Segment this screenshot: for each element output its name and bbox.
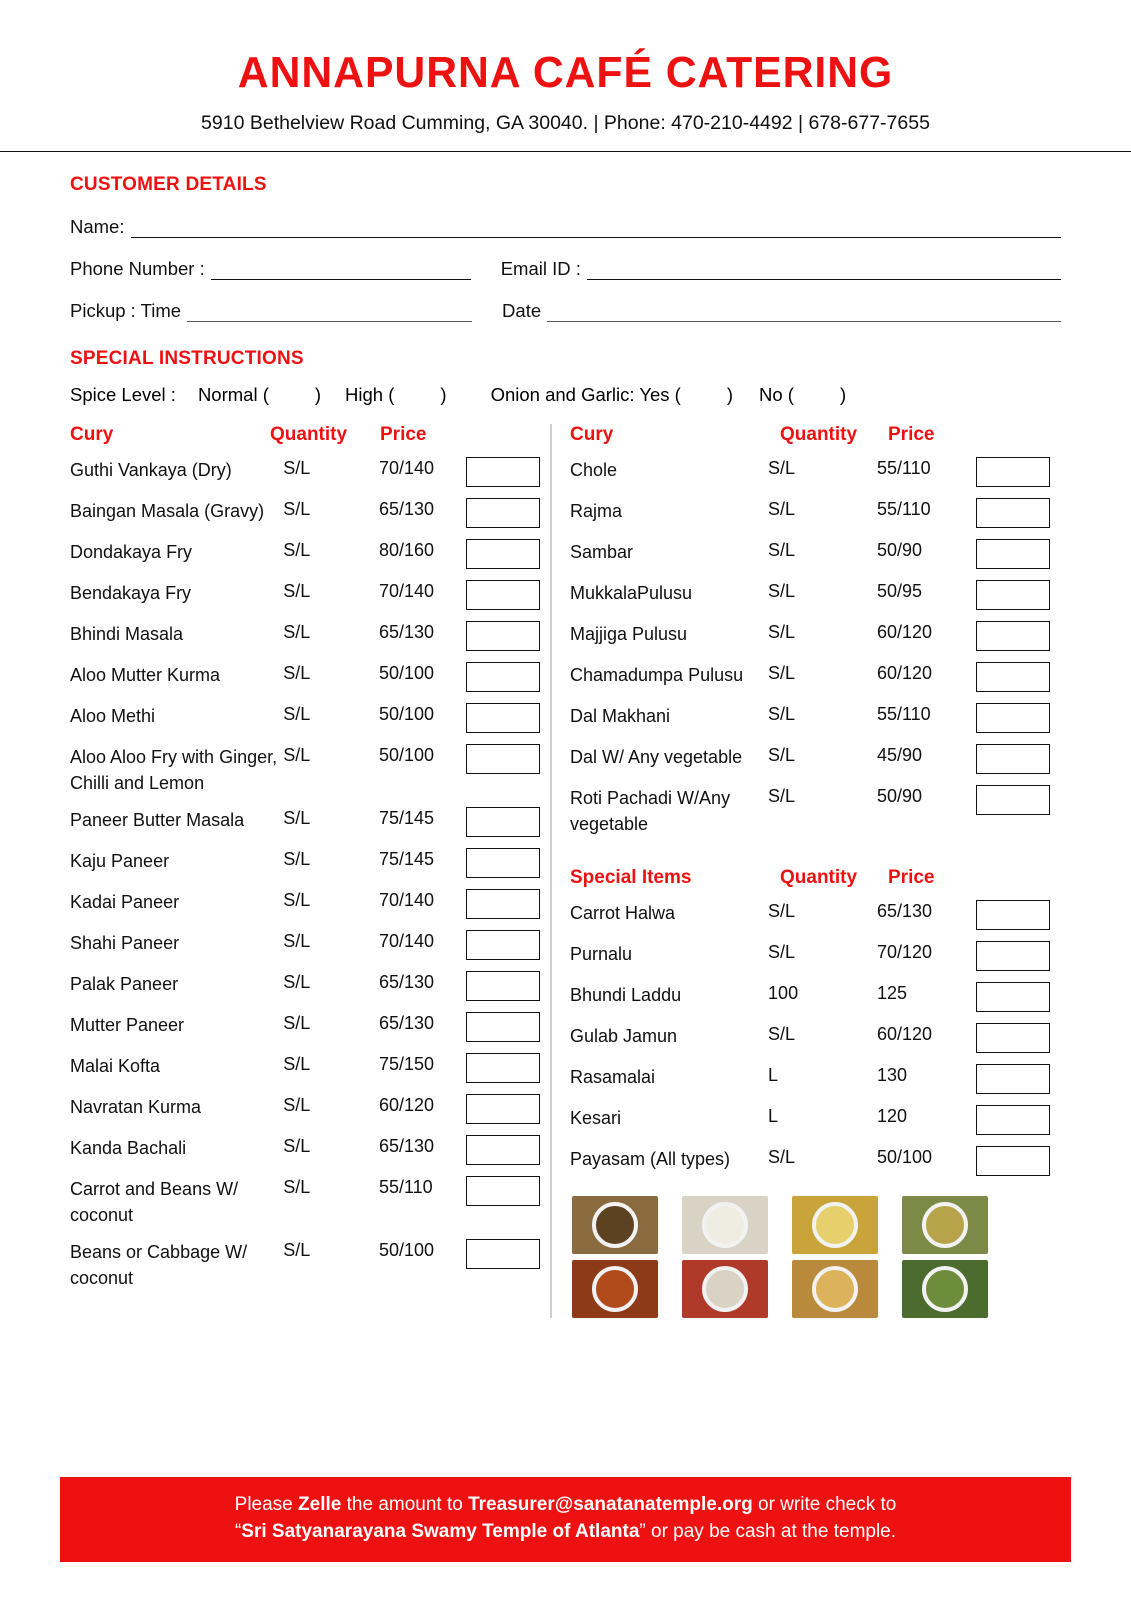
- menu-item-order-box[interactable]: [976, 457, 1050, 487]
- menu-item-quantity: S/L: [283, 849, 311, 870]
- menu-item-name: Dal W/ Any vegetable: [570, 747, 743, 767]
- menu-item-quantity: S/L: [283, 1240, 311, 1261]
- spice-level-row: [70, 384, 1061, 406]
- menu-item-name: Guthi Vankaya (Dry): [70, 460, 232, 480]
- dish-bowl-shape: [592, 1266, 638, 1312]
- menu-item-name: Roti Pachadi W/Any vegetable: [570, 788, 731, 835]
- menu-item-quantity: S/L: [283, 663, 311, 683]
- menu-item-order-box[interactable]: [466, 930, 540, 960]
- zelle-keyword: Zelle: [298, 1493, 342, 1515]
- menu-item-row: [570, 1023, 1050, 1053]
- menu-item-row: [70, 1135, 540, 1165]
- dish-bowl-shape: [812, 1202, 858, 1248]
- page-title: ANNAPURNA CAFÉ CATERING: [237, 48, 894, 97]
- menu-item-price: 55/110: [876, 458, 931, 478]
- quote-open: “: [234, 1521, 242, 1543]
- menu-item-order-box[interactable]: [976, 744, 1050, 774]
- menu-item-quantity: S/L: [283, 1054, 311, 1075]
- special-items-list: [570, 900, 1050, 1176]
- email-input[interactable]: [587, 264, 1061, 280]
- menu-item-name: Palak Paneer: [70, 974, 179, 995]
- dish-bowl-shape: [922, 1266, 968, 1312]
- dish-photo-strip: [572, 1196, 1050, 1318]
- menu-item-row: [570, 703, 1050, 733]
- menu-item-quantity: S/L: [768, 663, 796, 683]
- menu-item-quantity: S/L: [768, 499, 796, 519]
- special-header-quantity: Quantity: [780, 867, 858, 889]
- menu-item-row: [570, 580, 1050, 610]
- menu-item-name: MukkalaPulusu: [570, 583, 693, 603]
- menu-item-row: [570, 1105, 1050, 1135]
- menu-item-order-box[interactable]: [976, 621, 1050, 651]
- menu-item-order-box[interactable]: [466, 889, 540, 919]
- menu-item-name: Aloo Mutter Kurma: [70, 665, 221, 685]
- menu-item-price: 50/90: [876, 786, 923, 806]
- menu-item-quantity: S/L: [768, 540, 796, 560]
- menu-item-price: 130: [876, 1065, 908, 1086]
- email-label: Email ID :: [500, 258, 581, 279]
- menu-item-order-box[interactable]: [466, 457, 540, 487]
- menu-item-name: Chole: [570, 460, 618, 480]
- menu-item-row: [570, 1064, 1050, 1094]
- menu-item-price: 50/100: [378, 745, 435, 765]
- menu-item-order-box[interactable]: [976, 580, 1050, 610]
- menu-column-left: [70, 424, 540, 1318]
- payment-line-2: [70, 1518, 1061, 1546]
- menu-item-quantity: S/L: [768, 901, 796, 922]
- menu-item-quantity: S/L: [283, 622, 311, 642]
- menu-item-order-box[interactable]: [466, 848, 540, 878]
- menu-item-quantity: S/L: [283, 458, 311, 478]
- left-items-list: [70, 457, 540, 1292]
- menu-item-row: [70, 1239, 540, 1291]
- menu-item-name: Baingan Masala (Gravy): [70, 501, 265, 521]
- menu-item-price: 70/140: [378, 890, 435, 911]
- menu-item-name: Bhindi Masala: [70, 624, 184, 644]
- menu-item-row: [70, 889, 540, 919]
- customer-details-title: CUSTOMER DETAILS: [70, 174, 267, 195]
- menu-item-name: Beans or Cabbage W/ coconut: [70, 1242, 248, 1289]
- name-field-row: [70, 216, 1061, 238]
- menu-item-order-box[interactable]: [976, 539, 1050, 569]
- menu-item-row: [570, 621, 1050, 651]
- menu-item-name: Shahi Paneer: [70, 933, 180, 954]
- menu-item-name: Kaju Paneer: [70, 851, 170, 872]
- menu-item-row: [70, 807, 540, 837]
- menu-item-order-box[interactable]: [466, 744, 540, 774]
- menu-item-price: 65/130: [378, 1136, 435, 1157]
- right-header-cury: Cury: [570, 424, 614, 445]
- menu-item-price: 60/120: [876, 1024, 933, 1045]
- menu-item-order-box[interactable]: [466, 1135, 540, 1165]
- menu-item-price: 75/145: [378, 808, 435, 829]
- menu-item-quantity: S/L: [283, 1136, 311, 1157]
- menu-item-name: Paneer Butter Masala: [70, 810, 245, 831]
- payment-mid: the amount to: [341, 1493, 469, 1515]
- menu-item-name: Bendakaya Fry: [70, 583, 192, 603]
- menu-item-row: [570, 941, 1050, 971]
- menu-item-order-box[interactable]: [976, 785, 1050, 815]
- name-label: Name:: [70, 216, 125, 237]
- menu-item-price: 75/150: [378, 1054, 435, 1075]
- menu-item-price: 50/100: [378, 704, 435, 724]
- spice-normal-close: ): [314, 384, 322, 405]
- menu-item-quantity: S/L: [283, 540, 311, 560]
- menu-item-name: Rasamalai: [570, 1067, 656, 1088]
- menu-item-quantity: S/L: [768, 1024, 796, 1045]
- menu-item-row: [570, 539, 1050, 569]
- dish-photo-chole: [572, 1260, 658, 1318]
- menu-item-quantity: 100: [768, 983, 799, 1004]
- menu-item-row: [70, 498, 540, 528]
- menu-item-price: 70/140: [378, 458, 435, 478]
- dish-photo-malai-kofta: [682, 1196, 768, 1254]
- dish-photo-beans-coconut: [902, 1260, 988, 1318]
- special-header-name: Special Items: [570, 867, 692, 889]
- onion-garlic-yes-label: Onion and Garlic: Yes (: [490, 384, 681, 405]
- menu-item-quantity: S/L: [283, 890, 311, 911]
- menu-item-name: Payasam (All types): [570, 1149, 731, 1170]
- onion-garlic-no-label: No (: [758, 384, 794, 405]
- menu-item-name: Carrot Halwa: [570, 903, 676, 924]
- menu-item-order-box[interactable]: [466, 621, 540, 651]
- menu-item-quantity: S/L: [283, 931, 311, 952]
- menu-item-quantity: S/L: [768, 622, 796, 642]
- onion-garlic-no-close: ): [839, 384, 847, 405]
- menu-item-row: [70, 1094, 540, 1124]
- menu-item-row: [570, 744, 1050, 774]
- menu-item-price: 80/160: [378, 540, 435, 560]
- menu-item-name: Mutter Paneer: [70, 1015, 185, 1036]
- dish-photo-majjiga-pulusu: [792, 1196, 878, 1254]
- onion-garlic-yes-close: ): [726, 384, 733, 405]
- spice-high-label: High (: [345, 384, 395, 405]
- menu-item-row: [70, 621, 540, 651]
- menu-item-quantity: S/L: [768, 458, 796, 478]
- phone-email-field-row: [70, 258, 1061, 280]
- menu-item-name: Aloo Methi: [70, 706, 156, 726]
- menu-column-right: [570, 424, 1050, 1318]
- menu-item-order-box[interactable]: [976, 662, 1050, 692]
- menu-item-order-box[interactable]: [466, 703, 540, 733]
- pickup-date-field-row: [70, 300, 1061, 322]
- menu-item-order-box[interactable]: [466, 539, 540, 569]
- header-divider: [0, 151, 1131, 152]
- menu-item-name: Gulab Jamun: [570, 1026, 678, 1047]
- menu-item-price: 50/90: [876, 540, 923, 560]
- menu-item-price: 55/110: [876, 704, 931, 724]
- menu-item-quantity: S/L: [768, 1147, 796, 1168]
- menu-item-row: [70, 848, 540, 878]
- menu-item-order-box[interactable]: [466, 1012, 540, 1042]
- dish-bowl-shape: [702, 1266, 748, 1312]
- dish-bowl-shape: [922, 1202, 968, 1248]
- menu-item-name: Dal Makhani: [570, 706, 671, 726]
- menu-item-order-box[interactable]: [466, 1176, 540, 1206]
- menu-item-row: [70, 703, 540, 733]
- menu-item-quantity: S/L: [283, 1095, 311, 1116]
- menu-item-price: 55/110: [876, 499, 931, 519]
- left-column-headers: [70, 424, 540, 446]
- menu-item-row: [570, 457, 1050, 487]
- menu-item-name: Malai Kofta: [70, 1056, 161, 1077]
- date-label: Date: [502, 300, 542, 321]
- page-header: [0, 0, 1131, 152]
- menu-item-order-box[interactable]: [466, 1094, 540, 1124]
- menu-item-order-box[interactable]: [466, 807, 540, 837]
- menu-item-name: Navratan Kurma: [70, 1097, 202, 1118]
- menu-item-row: [570, 785, 1050, 837]
- left-header-price: Price: [380, 424, 427, 445]
- menu-item-quantity: S/L: [768, 581, 796, 601]
- menu-item-quantity: L: [768, 1065, 779, 1086]
- payment-post: or write check to: [752, 1493, 897, 1515]
- pickup-time-input[interactable]: [187, 306, 472, 322]
- menu-item-name: Purnalu: [570, 944, 633, 965]
- menu-item-name: Dondakaya Fry: [70, 542, 193, 562]
- menu-item-row: [570, 900, 1050, 930]
- menu-item-price: 70/120: [876, 942, 933, 963]
- menu-item-price: 65/130: [378, 1013, 435, 1034]
- menu-item-quantity: S/L: [283, 808, 311, 829]
- menu-item-name: Carrot and Beans W/ coconut: [70, 1179, 239, 1226]
- menu-item-quantity: S/L: [768, 745, 796, 765]
- temple-name: Sri Satyanarayana Swamy Temple of Atlanta: [241, 1521, 640, 1543]
- menu-item-row: [70, 1053, 540, 1083]
- menu-item-order-box[interactable]: [466, 662, 540, 692]
- menu-item-price: 50/95: [876, 581, 923, 601]
- dish-photo-aloo-fry: [902, 1196, 988, 1254]
- dish-bowl-shape: [812, 1266, 858, 1312]
- menu-item-name: Bhundi Laddu: [570, 985, 682, 1006]
- menu-item-name: Aloo Aloo Fry with Ginger, Chilli and Lemon: [70, 747, 278, 794]
- menu-item-row: [570, 982, 1050, 1012]
- menu-item-name: Chamadumpa Pulusu: [570, 665, 744, 685]
- menu-item-quantity: S/L: [768, 704, 796, 724]
- menu-item-quantity: S/L: [283, 1177, 311, 1198]
- payment-pre: Please: [234, 1493, 299, 1515]
- menu-item-quantity: S/L: [283, 499, 311, 519]
- menu-item-row: [70, 1012, 540, 1042]
- menu-item-price: 70/140: [378, 581, 435, 601]
- menu-item-row: [70, 580, 540, 610]
- payment-line-1: [70, 1491, 1061, 1519]
- menu-item-price: 120: [876, 1106, 908, 1127]
- menu-item-row: [70, 662, 540, 692]
- menu-item-order-box[interactable]: [466, 971, 540, 1001]
- menu-item-price: 65/130: [378, 499, 435, 519]
- header-address: 5910 Bethelview Road Cumming, GA 30040. | Phone: 470-210-4492 | 678-677-7655: [201, 112, 930, 134]
- left-header-quantity: Quantity: [270, 424, 348, 445]
- spice-level-label: Spice Level :: [70, 384, 176, 405]
- special-instructions-title: SPECIAL INSTRUCTIONS: [70, 348, 304, 369]
- menu-item-quantity: S/L: [768, 942, 796, 963]
- right-items-list: [570, 457, 1050, 837]
- menu-item-row: [70, 971, 540, 1001]
- menu-item-name: Rajma: [570, 501, 623, 521]
- menu-item-order-box[interactable]: [976, 498, 1050, 528]
- menu-item-row: [570, 498, 1050, 528]
- menu-item-order-box[interactable]: [976, 1105, 1050, 1135]
- menu-item-quantity: S/L: [283, 581, 311, 601]
- spice-normal-label: Normal (: [197, 384, 269, 405]
- menu-item-order-box[interactable]: [466, 1239, 540, 1269]
- phone-input[interactable]: [211, 264, 471, 280]
- dish-bowl-shape: [702, 1202, 748, 1248]
- right-header-quantity: Quantity: [780, 424, 858, 445]
- menu-item-row: [70, 744, 540, 796]
- menu-item-price: 60/120: [378, 1095, 435, 1116]
- menu-item-price: 60/120: [876, 622, 933, 642]
- menu-item-row: [70, 1176, 540, 1228]
- menu-item-price: 60/120: [876, 663, 933, 683]
- menu-item-row: [570, 662, 1050, 692]
- payment-line2-post: ” or pay be cash at the temple.: [639, 1521, 897, 1543]
- menu-item-quantity: S/L: [283, 1013, 311, 1034]
- right-column-headers: [570, 424, 1050, 446]
- menu-item-quantity: S/L: [768, 786, 796, 806]
- menu-item-order-box[interactable]: [976, 1146, 1050, 1176]
- menu-item-name: Kanda Bachali: [70, 1138, 187, 1159]
- column-divider: [550, 424, 552, 1318]
- dish-bowl-shape: [592, 1202, 638, 1248]
- special-header-price: Price: [888, 867, 935, 889]
- phone-label: Phone Number :: [70, 258, 205, 279]
- menu-item-price: 65/130: [378, 972, 435, 993]
- special-items-headers: [570, 867, 1050, 889]
- menu-item-price: 50/100: [378, 663, 435, 683]
- menu-item-price: 50/100: [876, 1147, 933, 1168]
- menu-item-order-box[interactable]: [976, 1064, 1050, 1094]
- menu-item-order-box[interactable]: [976, 703, 1050, 733]
- menu-item-price: 70/140: [378, 931, 435, 952]
- menu-item-quantity: S/L: [283, 972, 311, 993]
- menu-item-price: 55/110: [378, 1177, 433, 1198]
- date-input[interactable]: [547, 306, 1061, 322]
- treasurer-email: Treasurer@sanatanatemple.org: [468, 1493, 753, 1515]
- spice-high-close: ): [440, 384, 447, 405]
- menu-item-price: 50/100: [378, 1240, 435, 1261]
- menu-item-price: 125: [876, 983, 908, 1004]
- menu-item-price: 45/90: [876, 745, 923, 765]
- menu-item-row: [570, 1146, 1050, 1176]
- left-header-cury: Cury: [70, 424, 114, 445]
- menu-item-order-box[interactable]: [976, 900, 1050, 930]
- menu-item-order-box[interactable]: [976, 1023, 1050, 1053]
- menu-item-order-box[interactable]: [976, 982, 1050, 1012]
- menu-item-row: [70, 930, 540, 960]
- menu-item-name: Kesari: [570, 1108, 622, 1129]
- menu-item-order-box[interactable]: [976, 941, 1050, 971]
- dish-photo-sambar-rice: [682, 1260, 768, 1318]
- menu-item-order-box[interactable]: [466, 580, 540, 610]
- right-header-price: Price: [888, 424, 935, 445]
- menu-columns: [70, 424, 1061, 1318]
- dish-photo-gutti-vankaya: [572, 1196, 658, 1254]
- dish-photo-paneer-curry: [792, 1260, 878, 1318]
- menu-item-row: [70, 539, 540, 569]
- menu-item-name: Sambar: [570, 542, 634, 562]
- menu-item-order-box[interactable]: [466, 1053, 540, 1083]
- menu-item-quantity: L: [768, 1106, 779, 1127]
- menu-item-quantity: S/L: [283, 704, 311, 724]
- menu-item-order-box[interactable]: [466, 498, 540, 528]
- menu-item-price: 65/130: [876, 901, 933, 922]
- name-input[interactable]: [131, 222, 1062, 238]
- menu-item-name: Majjiga Pulusu: [570, 624, 688, 644]
- menu-item-row: [70, 457, 540, 487]
- payment-instructions-banner: [60, 1477, 1071, 1562]
- menu-item-quantity: S/L: [283, 745, 311, 765]
- menu-item-name: Kadai Paneer: [70, 892, 180, 913]
- pickup-time-label: Pickup : Time: [70, 300, 182, 321]
- menu-item-price: 65/130: [378, 622, 435, 642]
- menu-item-price: 75/145: [378, 849, 435, 870]
